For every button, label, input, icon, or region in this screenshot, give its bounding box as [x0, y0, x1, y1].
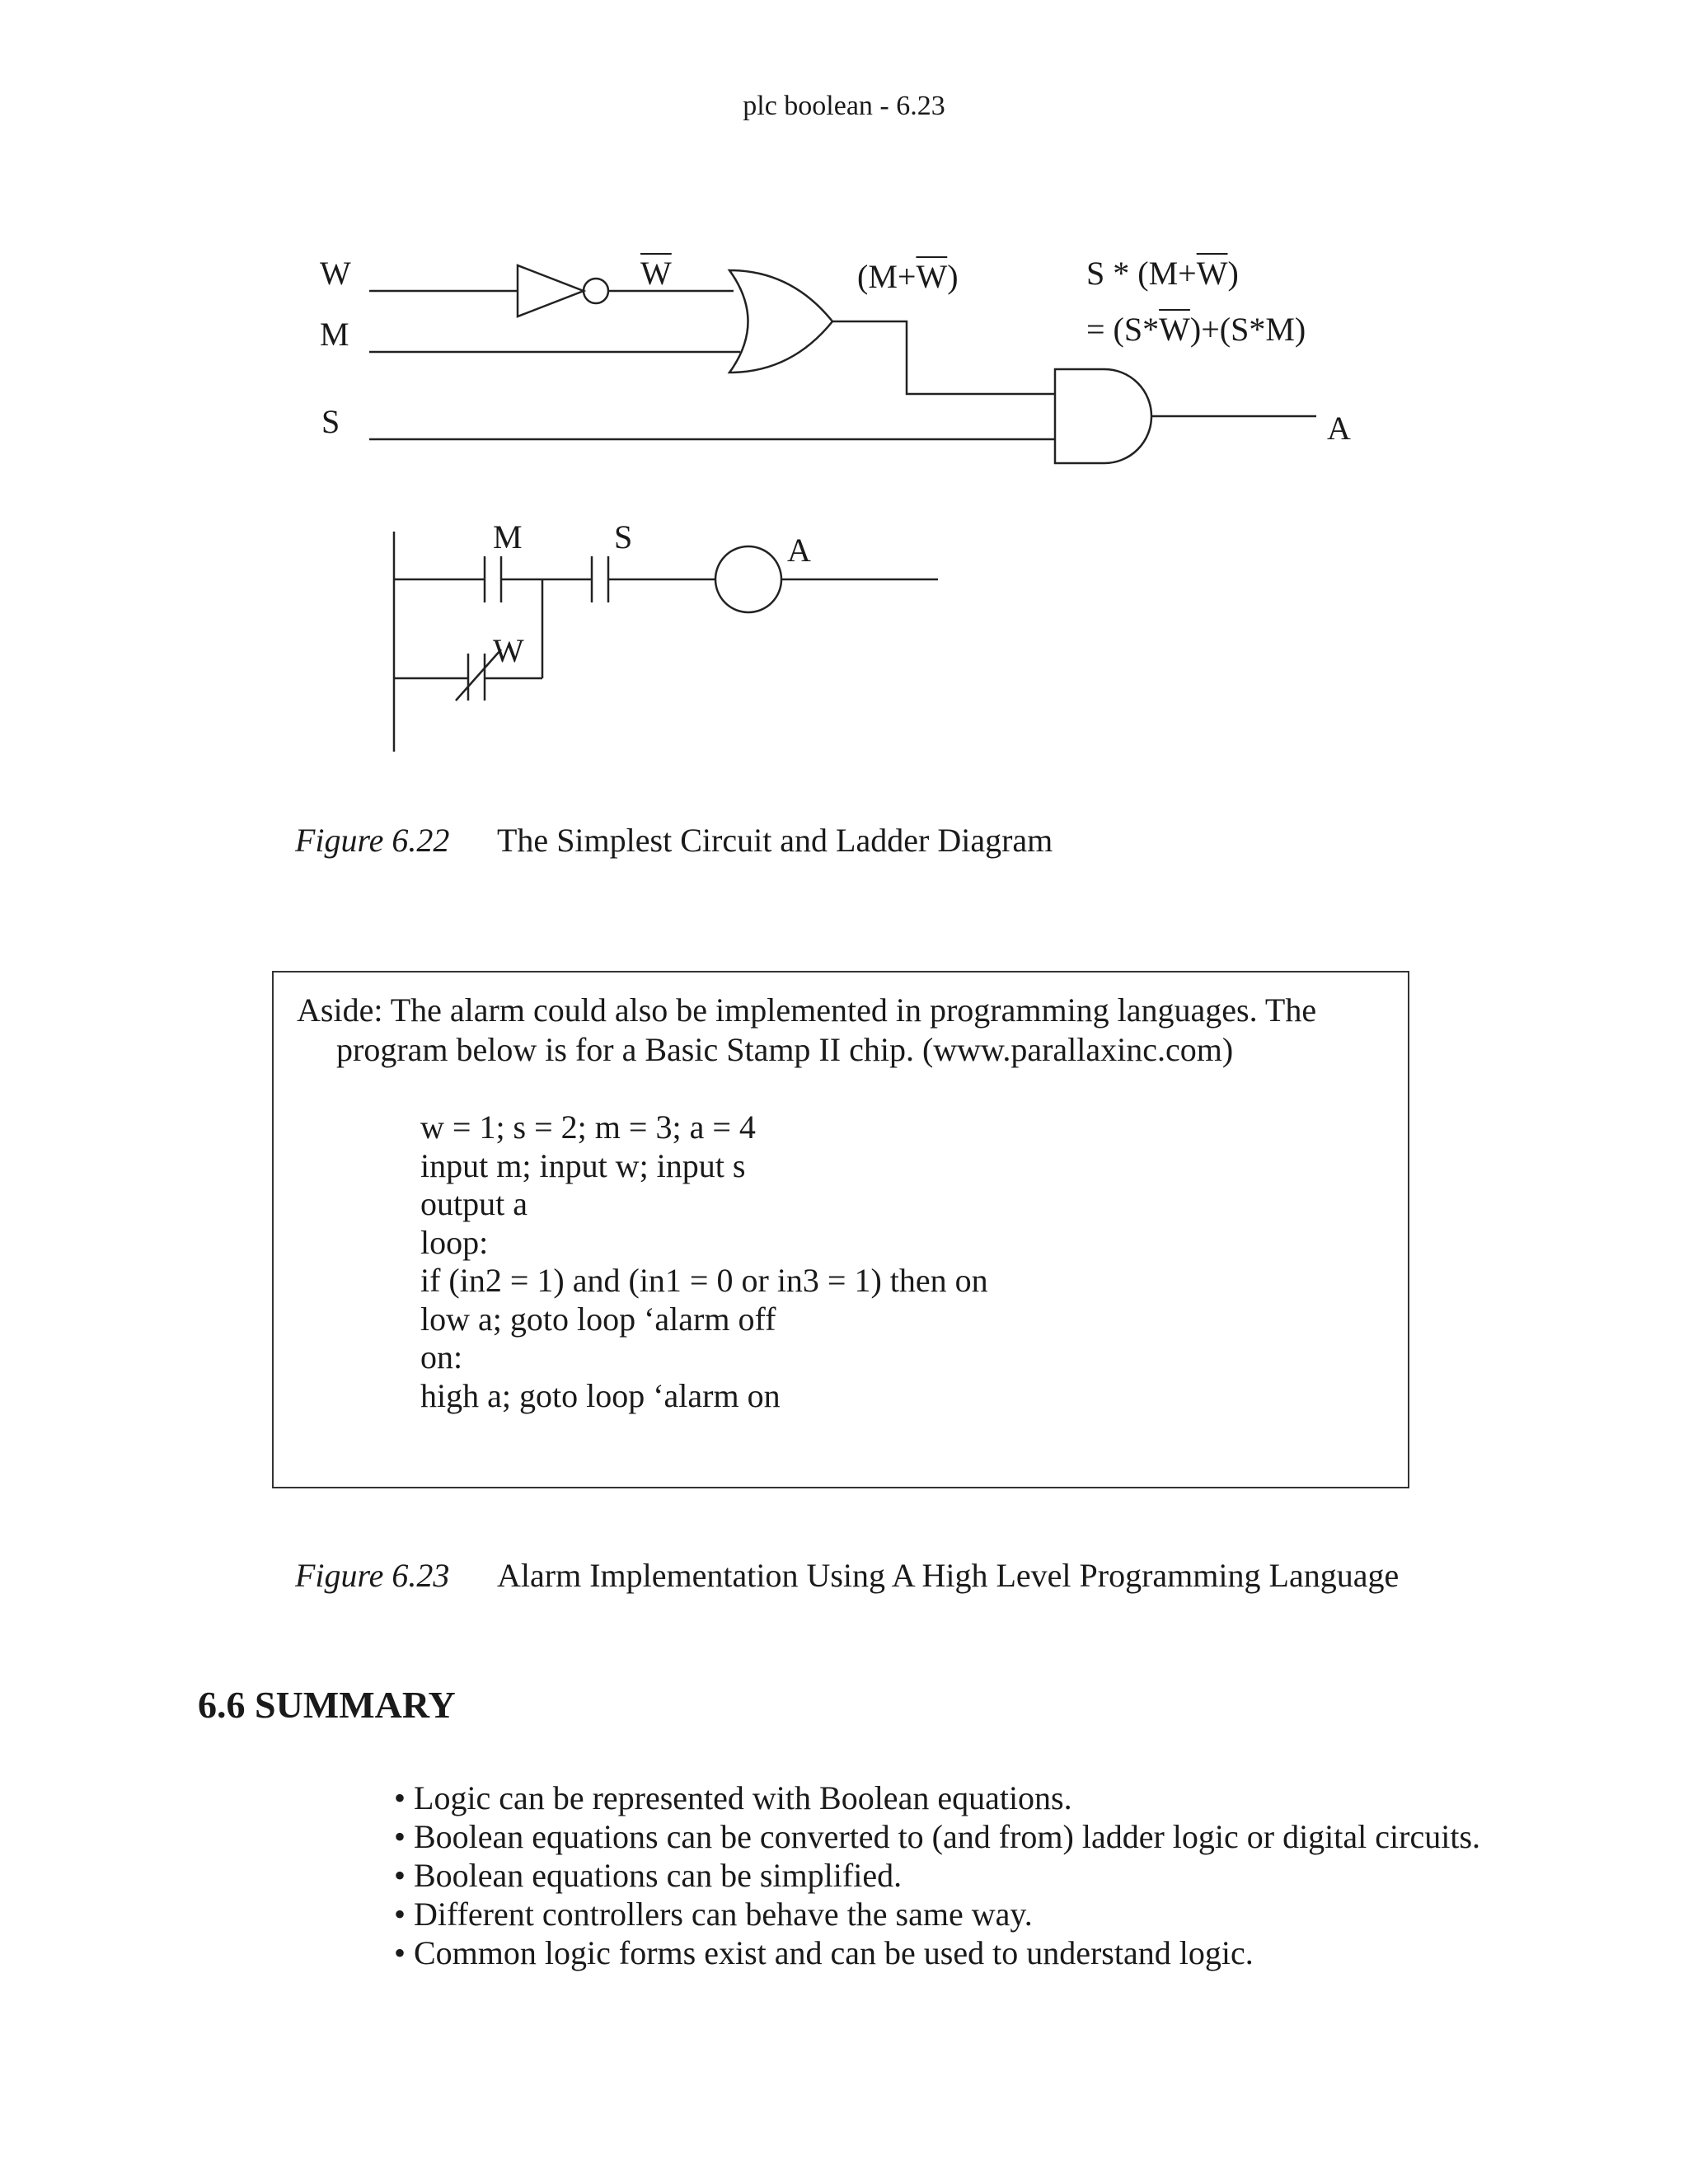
code-line: output a [420, 1185, 528, 1222]
list-item: • Boolean equations can be converted to (and from) ladder logic or digital circuits. [394, 1818, 1481, 1855]
and-expression-line1: $S * (M+\overline{W})$ [1086, 255, 1239, 292]
ladder-label-w: W [493, 632, 524, 669]
summary-list [394, 1779, 1480, 1972]
section-title: 6.6 SUMMARY [198, 1684, 456, 1726]
figure-number: Figure 6.22 [295, 822, 450, 859]
code-line: loop: [420, 1223, 489, 1261]
output-label-a: A [1327, 410, 1351, 447]
ladder-label-s: S [614, 518, 633, 555]
figure-6-22-caption [295, 821, 1053, 860]
and-expression-line2: = $(S*\overline{W})+(S*M)$ [1086, 311, 1306, 348]
code-line: high a; goto loop ‘alarm on [420, 1376, 781, 1414]
list-item: • Boolean equations can be simplified. [394, 1857, 903, 1894]
not-gate [518, 265, 584, 316]
code-line: on: [420, 1338, 463, 1376]
or-gate [729, 270, 832, 373]
code-line: input m; input w; input s [420, 1146, 746, 1184]
code-listing [420, 1108, 988, 1415]
list-item: • Common logic forms exist and can be used to understand logic. [394, 1934, 1254, 1971]
wire-or-out [832, 321, 1055, 394]
figure-number: Figure 6.23 [295, 1557, 450, 1594]
aside-box [272, 971, 1409, 1488]
list-item: • Different controllers can behave the same way. [394, 1896, 1033, 1933]
coil-a [715, 546, 781, 612]
input-label-m: M [320, 316, 349, 353]
or-expression: $(M+\overline{W})$ [857, 258, 959, 295]
circuit-and-ladder-diagram [0, 0, 1688, 824]
aside-intro: Aside: The alarm could also be implemented in programming languages. The program below is for a Basic Stamp II chip. (www.parallaxinc.com) [297, 991, 1317, 1068]
code-line: if (in2 = 1) and (in1 = 0 or in3 = 1) then on [420, 1262, 988, 1299]
list-item: • Logic can be represented with Boolean equations. [394, 1779, 1072, 1816]
code-line: w = 1; s = 2; m = 3; a = 4 [420, 1108, 756, 1146]
and-gate [1055, 369, 1151, 463]
input-label-s: S [321, 403, 340, 440]
ladder-label-a: A [787, 532, 811, 569]
ladder-label-m: M [493, 518, 523, 555]
figure-title: Alarm Implementation Using A High Level Programming Language [497, 1557, 1400, 1594]
not-bubble [584, 279, 608, 303]
not-w-label: $\overline{W}$ [640, 255, 672, 292]
figure-title: The Simplest Circuit and Ladder Diagram [497, 822, 1053, 859]
page-header: plc boolean - 6.23 [743, 91, 945, 121]
code-line: low a; goto loop ‘alarm off [420, 1300, 776, 1338]
input-label-w: W [320, 255, 351, 292]
figure-6-23-caption [295, 1556, 1400, 1595]
